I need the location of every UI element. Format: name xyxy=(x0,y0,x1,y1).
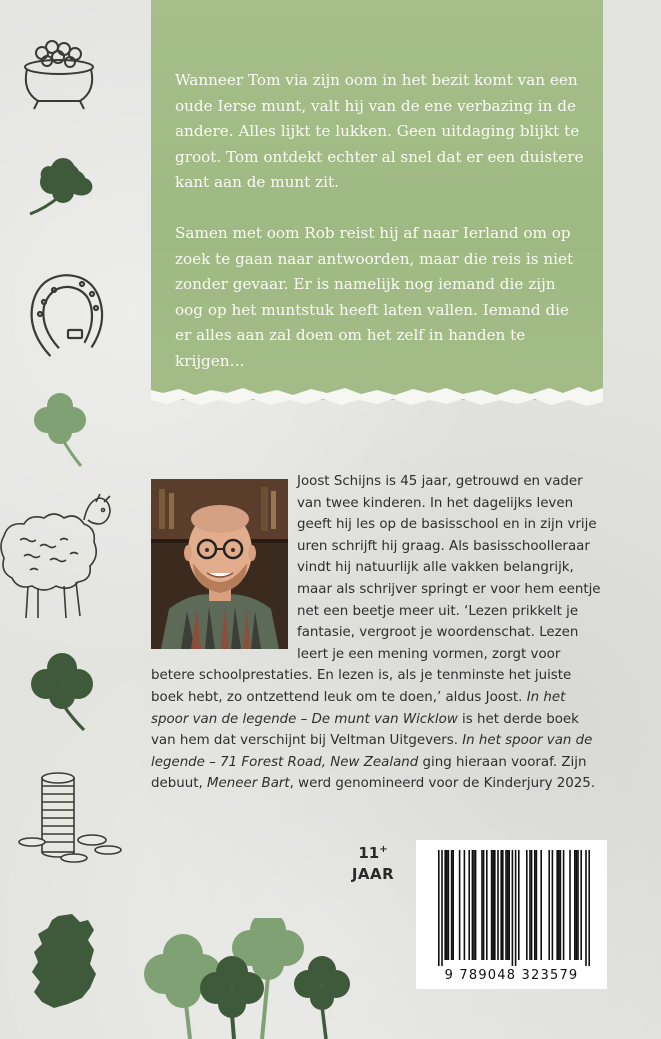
book-title: In het spoor van de legende – 71 Forest Road, New Zealand xyxy=(151,733,593,770)
isbn-number: 9 789048 323579 xyxy=(444,968,579,983)
barcode-bar xyxy=(483,850,485,960)
age-unit: JAAR xyxy=(351,865,395,883)
barcode-bar xyxy=(473,850,475,960)
barcode-bar xyxy=(574,850,576,960)
barcode-bar xyxy=(502,850,504,960)
barcode-bar xyxy=(500,850,502,960)
barcode-bar xyxy=(531,850,533,960)
barcode-bar xyxy=(507,850,509,960)
book-title: In het spoor van de legende – De munt van Wicklow xyxy=(151,689,566,727)
barcode-bar xyxy=(441,850,443,966)
barcode xyxy=(416,840,607,989)
barcode-bar xyxy=(451,850,453,960)
barcode-bar xyxy=(494,850,496,960)
barcode-bar xyxy=(491,850,493,960)
barcode-bar xyxy=(497,850,499,960)
barcode-bar xyxy=(560,850,562,960)
barcode-bar xyxy=(512,850,514,966)
blurb-paragraph: Samen met oom Rob reist hij af naar Ierland om op zoek te gaan naar antwoorden, maar die reis is niet zonder gevaar. Er is namelijk nog iemand die zijn oog op het muntstuk heeft laten vallen. Iemand die er alles aan zal doen om het zelf in handen te krijgen… xyxy=(175,223,574,370)
barcode-bar xyxy=(459,850,461,960)
author-bio xyxy=(151,471,606,795)
shamrock-icon xyxy=(25,390,95,468)
barcode-bars xyxy=(416,840,607,968)
shamrock-icon xyxy=(22,648,102,732)
barcode-bar xyxy=(576,850,578,960)
age-number: 11 xyxy=(358,844,380,862)
barcode-bar xyxy=(585,850,587,966)
barcode-bar xyxy=(580,850,582,960)
barcode-bar xyxy=(563,850,565,960)
barcode-bar xyxy=(508,850,510,960)
barcode-bar xyxy=(475,850,477,960)
barcode-bar xyxy=(446,850,448,960)
ireland-map-icon xyxy=(28,912,102,1010)
barcode-bar xyxy=(448,850,450,960)
age-plus: + xyxy=(379,844,388,855)
barcode-bar xyxy=(518,850,520,960)
barcode-bar xyxy=(472,850,474,960)
shamrock-icon xyxy=(26,152,100,222)
barcode-bar xyxy=(505,850,507,960)
coin-stack-icon xyxy=(14,766,126,866)
barcode-bar xyxy=(438,850,440,966)
barcode-bar xyxy=(526,850,528,960)
barcode-bar xyxy=(464,850,466,960)
barcode-bar xyxy=(540,850,542,960)
barcode-bar xyxy=(515,850,517,966)
barcode-bar xyxy=(468,850,470,960)
blurb-text xyxy=(175,68,587,400)
horseshoe-icon xyxy=(22,262,110,358)
age-rating xyxy=(338,840,408,885)
barcode-bar xyxy=(577,850,579,960)
barcode-bar xyxy=(558,850,560,960)
barcode-bar xyxy=(492,850,494,960)
book-title: Meneer Bart xyxy=(206,776,290,792)
barcode-bar xyxy=(481,850,483,960)
barcode-bar xyxy=(534,850,536,960)
sheep-icon xyxy=(0,490,115,622)
barcode-bar xyxy=(452,850,454,960)
barcode-bar xyxy=(569,850,571,960)
blurb-paragraph: Wanneer Tom via zijn oom in het bezit komt van een oude Ierse munt, valt hij van de ene verbazing in de andere. Alles lijkt te lukken. Geen uitdaging blijkt te groot. Tom ontdekt echter al snel dat er een duistere kant aan de munt zit. xyxy=(175,71,584,192)
barcode-bar xyxy=(552,850,554,960)
bio-text: ging hieraan vooraf. Zijn debuut, xyxy=(151,754,587,792)
barcode-bar xyxy=(556,850,558,960)
barcode-bar xyxy=(548,850,550,960)
shamrock-cluster-icon xyxy=(128,918,378,1039)
barcode-bar xyxy=(529,850,531,960)
barcode-bar xyxy=(444,850,446,960)
barcode-bar xyxy=(588,850,590,966)
barcode-bar xyxy=(536,850,538,960)
barcode-bar xyxy=(486,850,488,960)
pot-of-gold-icon xyxy=(20,35,98,111)
bio-text: Joost Schijns is 45 jaar, getrouwd en vader van twee kinderen. In het dagelijks leven geeft hij les op de basisschool en in zijn vrije uren schrijft hij graag. Als basisschoolleraar vindt hij natuurlijk alle vakken belangrijk, maar als schrijver springt er voor hem eentje net een beetje meer uit. ‘Lezen prikkelt je fantasie, vergroot je woordenschat. Lezen leert je een mening vormen, zorgt voor betere schoolprestaties. En lezen is, als je tenminste het juiste boek hebt, zo ontzettend leuk om te doen,’ aldus Joost. xyxy=(151,474,601,705)
bio-text: is het derde boek van hem dat verschijnt bij Veltman Uitgevers. xyxy=(151,711,579,749)
bio-text: , werd genomineerd voor de Kinderjury 2025. xyxy=(289,776,596,792)
